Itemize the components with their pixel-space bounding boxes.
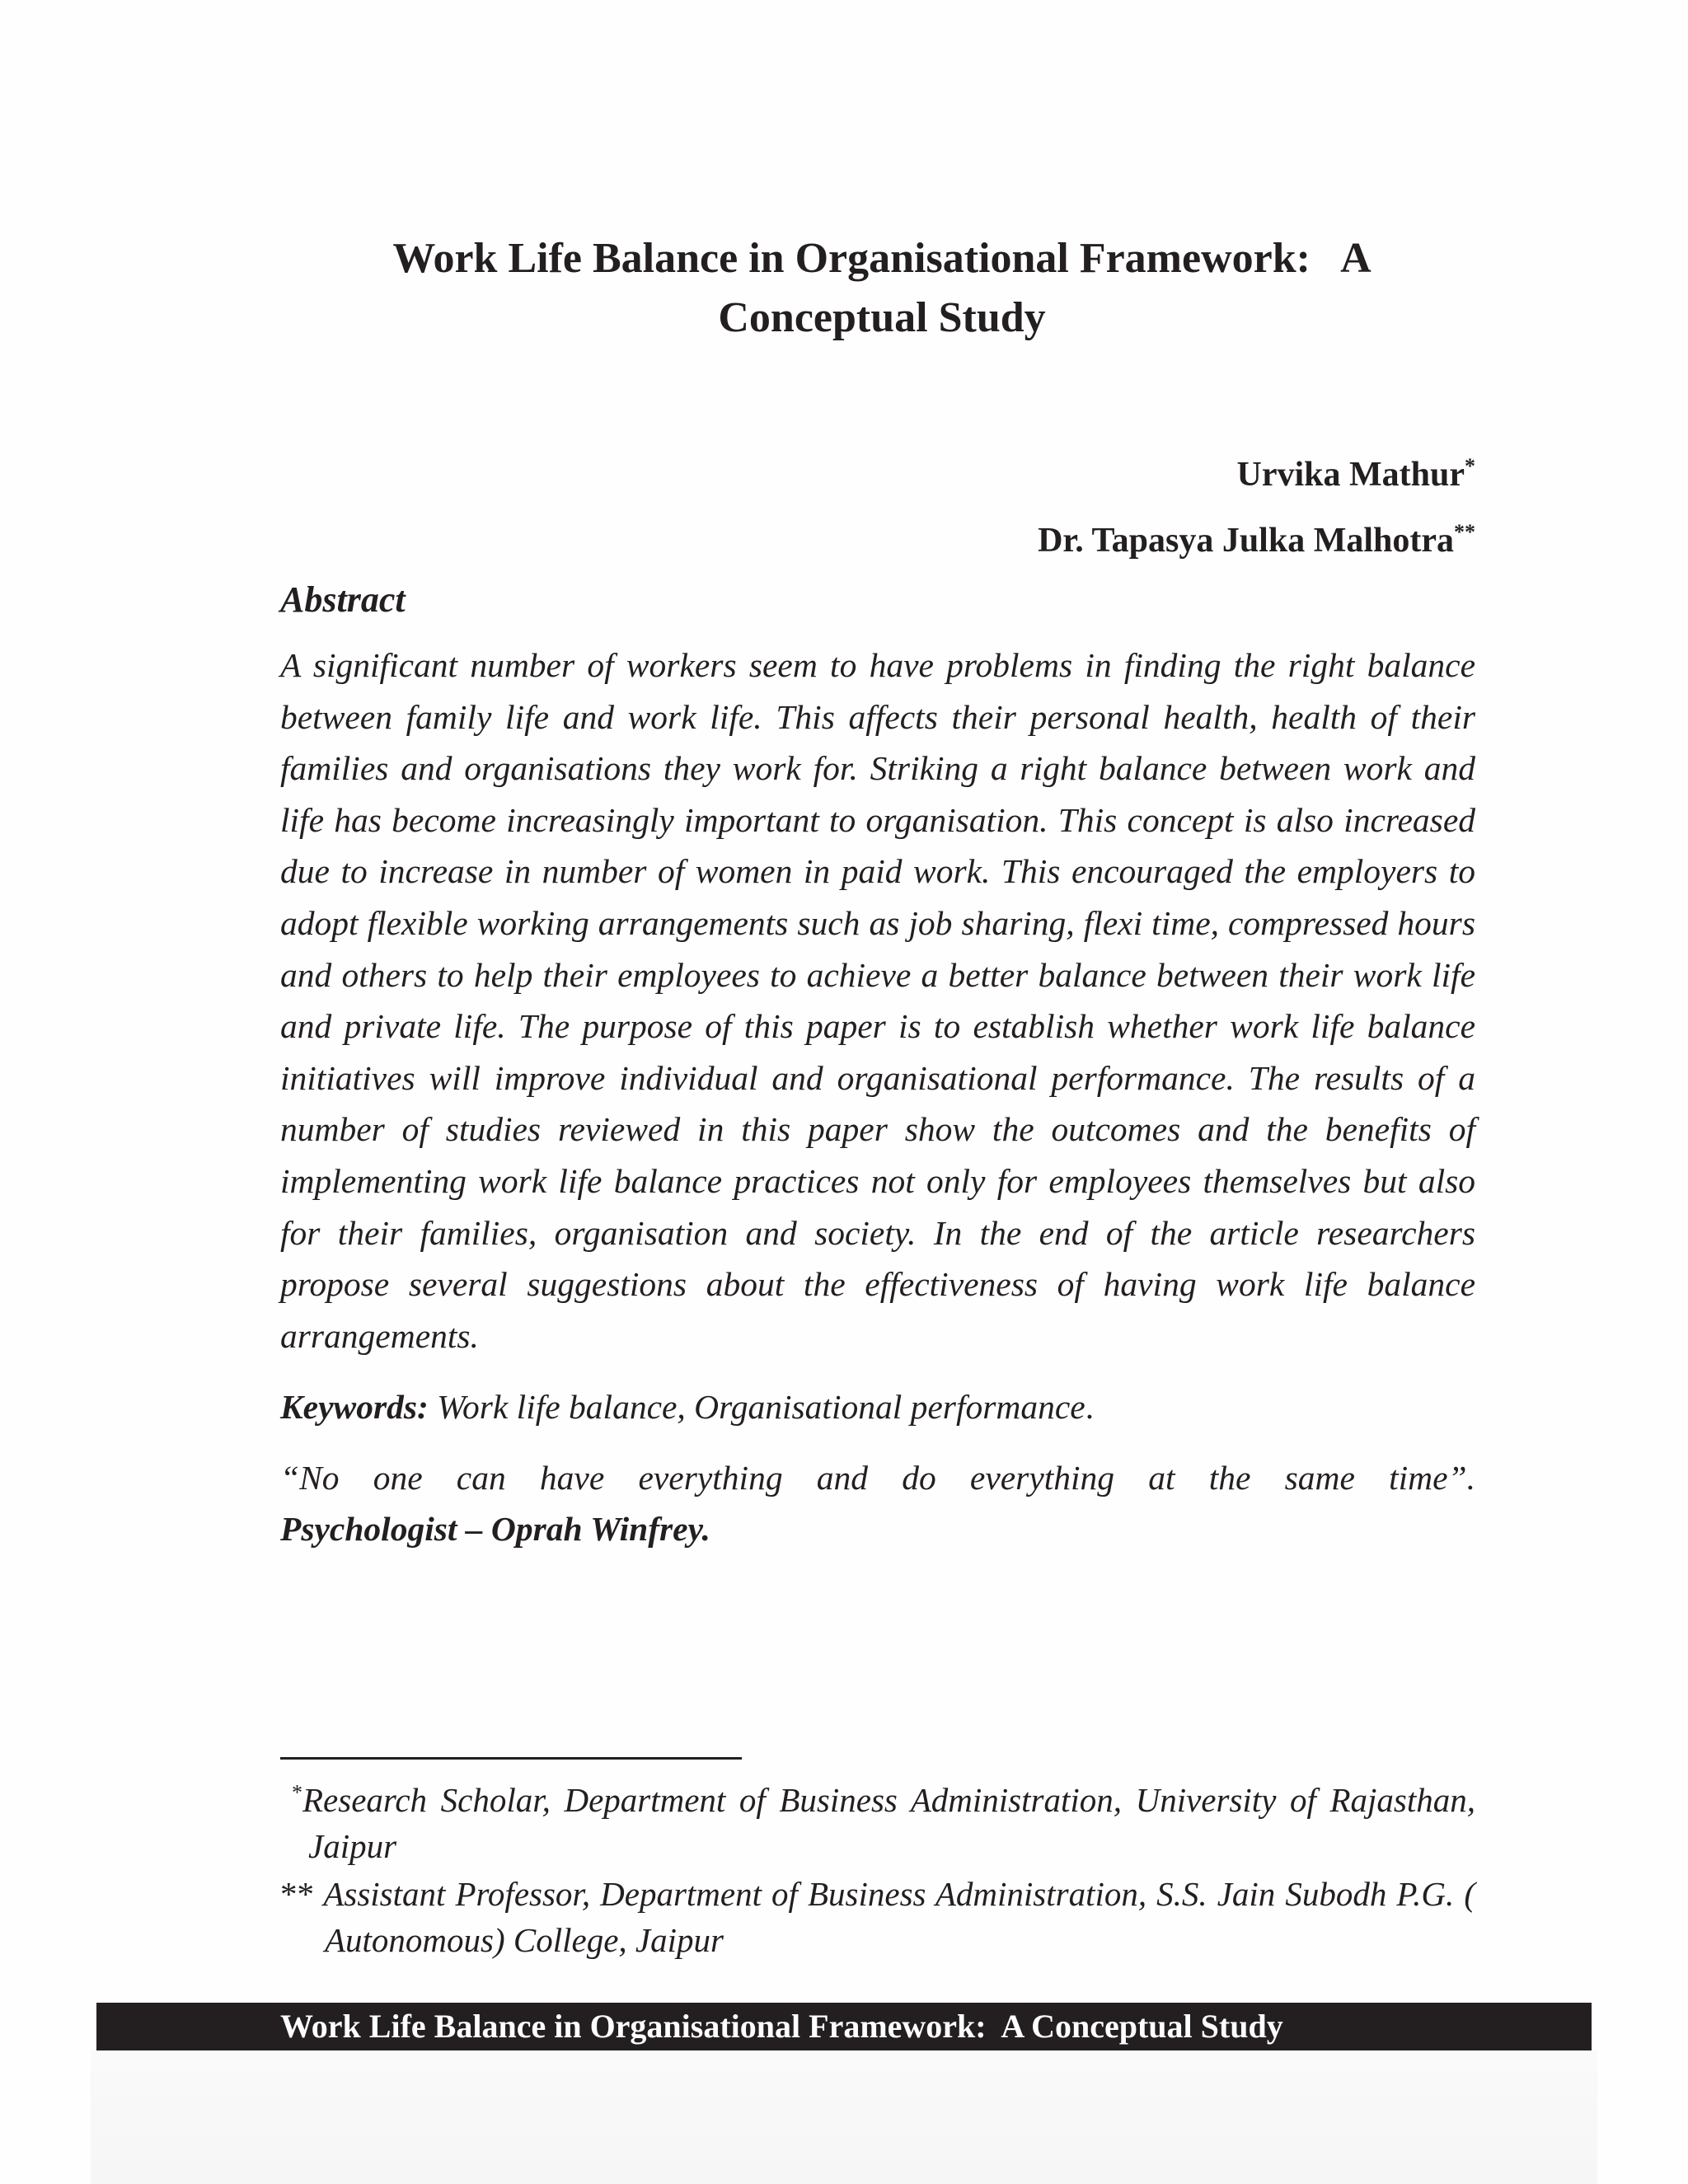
epigraph-quote xyxy=(280,1452,1475,1503)
quote-attribution: Psychologist – Oprah Winfrey. xyxy=(280,1510,710,1549)
abstract-section xyxy=(280,570,1475,1554)
footnote-2-text: Assistant Professor, Department of Business Administration, S.S. Jain Subodh P.G. ( Autonomous) College, Jaipur xyxy=(314,1875,1484,1959)
footnote-1 xyxy=(280,1777,1475,1869)
keywords-label: Keywords: xyxy=(280,1388,429,1427)
author-2-mark: ** xyxy=(1454,520,1475,544)
title-line-1: Work Life Balance in Organisational Framework: A xyxy=(392,235,1372,282)
author-1 xyxy=(1038,442,1475,508)
paper-title xyxy=(280,229,1484,348)
abstract-body: A significant number of workers seem to have problems in finding the right balance between family life and work life. This affects their personal health, health of their families and organisations they work for. Striking a right balance between work and life has become increasingly important to organisation. This concept is also increased due to increase in number of women in paid work. This encouraged the employers to adopt flexible working arrangements such as job sharing, flexi time, compressed hours and others to help their employees to achieve a better balance between their work life and private life. The purpose of this paper is to establish whether work life balance initiatives will improve individual and organisational performance. The results of a number of studies reviewed in this paper show the outcomes and the benefits of implementing work life balance practices not only for employees themselves but also for their families, organisation and society. In the end of the article researchers propose several suggestions about the effectiveness of having work life balance arrangements. xyxy=(280,646,1475,1355)
keywords-end: . xyxy=(1085,1388,1095,1427)
keywords xyxy=(280,1381,1475,1432)
page-bottom-shade xyxy=(91,2050,1597,2184)
author-1-name: Urvika Mathur xyxy=(1236,456,1465,494)
author-1-mark: * xyxy=(1465,454,1475,478)
quote-text: “No one can have everything and do everything at the same time”. xyxy=(280,1459,1475,1497)
title-line-2: Conceptual Study xyxy=(718,294,1046,341)
footnote-2 xyxy=(280,1871,1484,1963)
footnote-2-marker: ** xyxy=(280,1875,314,1913)
running-footer-text: Work Life Balance in Organisational Framework: A Conceptual Study xyxy=(280,2008,1283,2045)
author-2-name: Dr. Tapasya Julka Malhotra xyxy=(1038,522,1454,560)
footnote-rule xyxy=(280,1757,742,1760)
footnote-1-marker: * xyxy=(292,1780,302,1805)
keywords-text: Work life balance, Organisational performance xyxy=(428,1388,1085,1427)
running-footer-bar xyxy=(96,2003,1592,2050)
author-2 xyxy=(1038,508,1475,574)
footnote-1-text: Research Scholar, Department of Business Administration, University of Rajasthan, Jaipur xyxy=(302,1781,1475,1865)
footnotes xyxy=(280,1777,1484,1963)
author-list xyxy=(1038,442,1475,574)
abstract-heading: Abstract xyxy=(280,579,406,620)
